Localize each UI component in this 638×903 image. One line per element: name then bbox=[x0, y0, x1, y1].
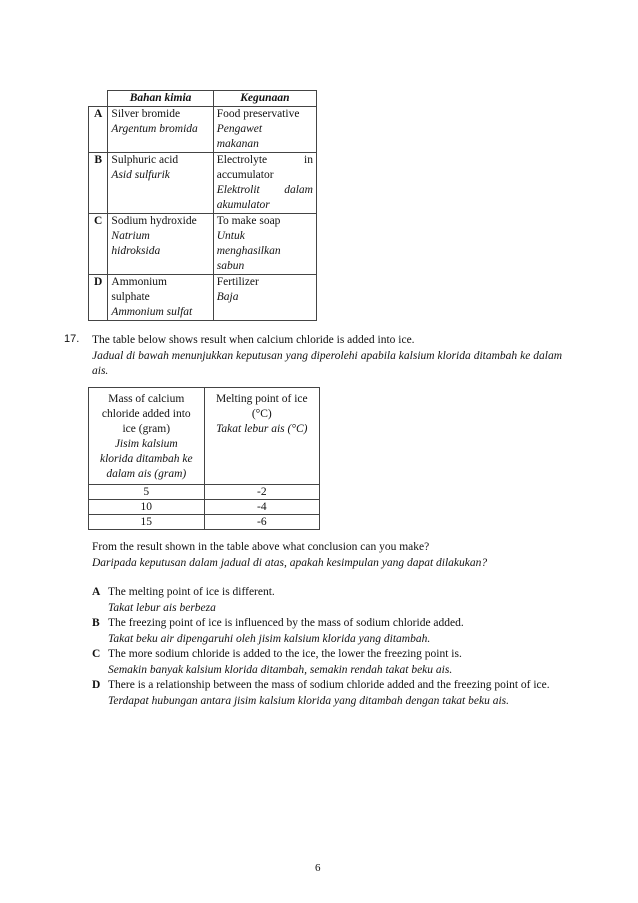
melting-value: -6 bbox=[204, 515, 319, 530]
melting-point-table bbox=[88, 387, 320, 530]
mass-value: 10 bbox=[89, 500, 205, 515]
table-header-row bbox=[89, 91, 317, 107]
melting-header: (°C) bbox=[251, 408, 272, 420]
table-row bbox=[89, 107, 317, 153]
use-cell bbox=[213, 153, 316, 214]
row-letter: B bbox=[89, 153, 108, 214]
use-text-malay: Untuk bbox=[216, 230, 245, 242]
header-bahan-kimia: Bahan kimia bbox=[108, 91, 213, 107]
mass-value: 15 bbox=[89, 515, 205, 530]
table-header-row bbox=[89, 388, 320, 485]
use-text: To make soap bbox=[216, 215, 281, 227]
substance-name: sulphate bbox=[111, 291, 150, 303]
option-letter: D bbox=[92, 679, 101, 691]
melting-header-malay: Takat lebur ais (°C) bbox=[216, 423, 308, 435]
row-letter: C bbox=[89, 214, 108, 275]
use-cell bbox=[213, 214, 316, 275]
answer-options bbox=[92, 585, 562, 709]
table-row bbox=[89, 515, 320, 530]
substance-name-malay: Ammonium sulfat bbox=[111, 306, 193, 318]
option-a[interactable] bbox=[92, 585, 562, 616]
table-row bbox=[89, 214, 317, 275]
option-text-malay: Takat lebur ais berbeza bbox=[108, 601, 216, 614]
use-text-malay: makanan bbox=[216, 138, 259, 150]
use-text-malay: Elektrolit dalam bbox=[216, 184, 313, 196]
chemical-uses-table bbox=[88, 90, 317, 321]
substance-name: Ammonium bbox=[111, 276, 168, 288]
header-kegunaan: Kegunaan bbox=[213, 91, 316, 107]
substance-cell bbox=[108, 214, 213, 275]
substance-name: Sodium hydroxide bbox=[111, 215, 197, 227]
mass-header-malay: dalam ais (gram) bbox=[106, 468, 187, 480]
option-d[interactable] bbox=[92, 678, 562, 709]
option-b[interactable] bbox=[92, 616, 562, 647]
use-cell bbox=[213, 107, 316, 153]
use-text-malay: akumulator bbox=[216, 199, 270, 211]
conclusion-prompt bbox=[92, 540, 567, 571]
use-text: accumulator bbox=[216, 169, 274, 181]
mass-header-malay: Jisim kalsium bbox=[114, 438, 178, 450]
substance-name-malay: Asid sulfurik bbox=[111, 169, 170, 181]
question-number: 17. bbox=[64, 333, 80, 345]
option-c[interactable] bbox=[92, 647, 562, 678]
option-letter: A bbox=[92, 586, 101, 598]
substance-cell bbox=[108, 107, 213, 153]
melting-value: -4 bbox=[204, 500, 319, 515]
use-text: Fertilizer bbox=[216, 276, 259, 288]
use-cell bbox=[213, 275, 316, 321]
substance-name-malay: Argentum bromida bbox=[111, 123, 198, 135]
table-row bbox=[89, 500, 320, 515]
substance-name: Sulphuric acid bbox=[111, 154, 179, 166]
option-text: The freezing point of ice is influenced by the mass of sodium chloride added. bbox=[108, 617, 464, 629]
substance-name-malay: hidroksida bbox=[111, 245, 161, 257]
page-number: 6 bbox=[315, 862, 321, 874]
use-text-malay: menghasilkan bbox=[216, 245, 281, 257]
mass-header: Mass of calcium bbox=[108, 393, 185, 405]
option-letter: B bbox=[92, 617, 100, 629]
row-letter: D bbox=[89, 275, 108, 321]
mass-header: chloride added into bbox=[101, 408, 191, 420]
conclusion-text-malay: Daripada keputusan dalam jadual di atas, apakah kesimpulan yang dapat dilakukan? bbox=[92, 556, 488, 569]
mass-header-cell bbox=[89, 388, 205, 485]
option-letter: C bbox=[92, 648, 101, 660]
substance-name: Silver bromide bbox=[111, 108, 181, 120]
substance-cell bbox=[108, 275, 213, 321]
substance-cell bbox=[108, 153, 213, 214]
mass-header: ice (gram) bbox=[122, 423, 171, 435]
table-row bbox=[89, 275, 317, 321]
use-text-malay: sabun bbox=[216, 260, 245, 272]
option-text-malay: Semakin banyak kalsium klorida ditambah, semakin rendah takat beku ais. bbox=[108, 663, 453, 676]
conclusion-text: From the result shown in the table above what conclusion can you make? bbox=[92, 541, 430, 553]
option-text-malay: Takat beku air dipengaruhi oleh jisim kalsium klorida yang ditambah. bbox=[108, 632, 431, 645]
use-text: Electrolyte in bbox=[216, 154, 313, 166]
option-text: The more sodium chloride is added to the ice, the lower the freezing point is. bbox=[108, 648, 462, 660]
option-text: The melting point of ice is different. bbox=[108, 586, 275, 598]
option-text-malay: Terdapat hubungan antara jisim kalsium klorida yang ditambah dengan takat beku ais. bbox=[108, 694, 509, 707]
row-letter: A bbox=[89, 107, 108, 153]
use-text-malay: Pengawet bbox=[216, 123, 263, 135]
use-text-malay: Baja bbox=[216, 291, 239, 303]
mass-value: 5 bbox=[89, 485, 205, 500]
question-stem-malay: Jadual di bawah menunjukkan keputusan yang diperolehi apabila kalsium klorida ditambah ke dalam ais. bbox=[92, 349, 562, 377]
melting-value: -2 bbox=[204, 485, 319, 500]
table-row bbox=[89, 153, 317, 214]
question-stem: The table below shows result when calcium chloride is added into ice. bbox=[92, 334, 415, 346]
option-text: There is a relationship between the mass of sodium chloride added and the freezing point of ice. bbox=[108, 679, 550, 691]
substance-name-malay: Natrium bbox=[111, 230, 150, 242]
mass-header-malay: klorida ditambah ke bbox=[99, 453, 193, 465]
table-row bbox=[89, 485, 320, 500]
question-stem-block bbox=[92, 333, 562, 380]
use-text: Food preservative bbox=[216, 108, 300, 120]
header-blank-cell bbox=[89, 91, 108, 107]
melting-header: Melting point of ice bbox=[215, 393, 308, 405]
melting-header-cell bbox=[204, 388, 319, 485]
